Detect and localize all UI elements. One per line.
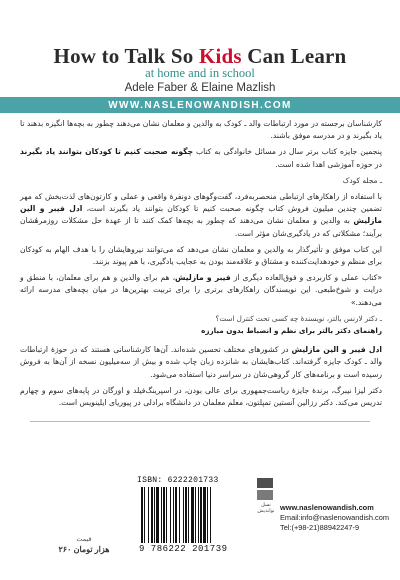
- publisher-site: www.naslenowandish.com: [280, 503, 374, 512]
- publisher-phone: Tel:(+98-21)88942247-9: [280, 523, 360, 532]
- bold-title: چگونه صحبت کنیم تا کودکان بتوانند یاد بگیرند: [20, 147, 194, 157]
- paragraph: کارشناسان برجسته در مورد ارتباطات والد ـ کودک به والدین و معلمان نشان می‌دهند چطور به بچه‌ها انگیزه بدهند تا یاد بگیرند و در مدرسه موفق باشند.: [20, 119, 382, 141]
- price-label: قیمت: [76, 536, 92, 543]
- paragraph: این کتاب موفق و تأثیرگذار به والدین و معلمان نشان می‌دهد که می‌توانند نیروهایشان را با هدف الهام به کودکان برای منظم و خودهدایت‌کننده و مشتاق و علاقه‌مند بودن به عجایب یادگیری، با هم پیوند بزنند.: [20, 244, 382, 267]
- description-text: [20, 118, 382, 413]
- bold-authors: ادل فیبر و الین مازلیش: [291, 345, 382, 355]
- divider: [30, 421, 370, 422]
- price-block: [44, 535, 124, 554]
- title-part: How to Talk So: [53, 44, 199, 68]
- barcode-digits: 9 786222 201739: [139, 544, 228, 554]
- isbn-barcode: [137, 476, 255, 564]
- barcode-icon: [141, 487, 251, 543]
- contact-block: [280, 503, 390, 533]
- quote-source: ـ دکتر لارنس بالتر، نویسندهٔ چه کسی تحت کنترل است؟ راهنمای دکتر بالتر برای نظم و انضباط بدون مبارزه: [201, 313, 382, 336]
- bold-authors: ادل فیبر و الین مازلیش: [20, 204, 382, 226]
- paragraph: پنجمین جایزه کتاب برتر سال در مسائل خانوادگی به کتاب چگونه صحبت کنیم تا کودکان بتوانند یاد بگیرند در حوزه آموزشی اهدا شده است.: [20, 147, 382, 169]
- quote-source: ـ مجله کودک: [342, 175, 382, 185]
- publisher-email: Email:info@naslenowandish.com: [280, 513, 389, 522]
- publisher-name: نسل نواندیش: [257, 502, 275, 514]
- isbn-label: ISBN: 6222201733: [137, 476, 219, 485]
- title-kids-word: Kids: [198, 44, 242, 68]
- price-amount: ۲۶۰ هزار تومان: [58, 545, 110, 554]
- publisher-logo-icon: [257, 478, 273, 500]
- paragraph: «کتاب عملی و کاربردی و فوق‌العاده دیگری از فیبر و مازلیش، هم برای والدین و هم برای معلمان، با منطق و درایت و شوخ‌طبعی. این نویسندگان راهکارهای برتری را برای تربیت بهترین‌ها در میان بچه‌های مدرسه ارائه می‌دهند.»: [20, 273, 382, 307]
- bold-authors: فیبر و مازلیش: [175, 273, 231, 283]
- title-part: Can Learn: [241, 44, 347, 68]
- paragraph: ادل فیبر و الین مازلیش در کشورهای مختلف تحسین شده‌اند. آن‌ها کارشناسانی هستند که در حوزهٔ ارتباطات والد ـ کودک جایزه گرفته‌اند. کتاب‌هایشان به شانزده زبان چاپ شده و بیش از سه‌میلیون نسخه از آن‌ها به فروش رسیده است و برنامه‌های کار گروهی‌شان در سراسر دنیا استفاده می‌شود.: [20, 345, 382, 379]
- paragraph: دکتر لیزا نیبرگ، برندهٔ جایزهٔ ریاست‌جمهوری برای عالی بودن، در اسپرینگ‌فیلد و اورگان در پایه‌های سوم و چهارم تدریس می‌کند. دکتر رزالین آنستین تمپلتون، معلم معلمان در دانشگاه برادلی در پیوریای ایلینویس است.: [20, 385, 382, 408]
- website-band: [0, 97, 400, 113]
- authors-line: Adele Faber & Elaine Mazlish: [124, 82, 276, 94]
- book-subtitle: at home and in school: [145, 66, 255, 80]
- website-text: WWW.NASLENOWANDISH.COM: [108, 99, 292, 111]
- paragraph: با استفاده از راهکارهای ارتباطی منحصربه‌فرد، گفت‌وگوهای دونفرهٔ واقعی و عملی و کارتون‌های لذت‌بخش که مهر تضمین چندین میلیون فروش کتاب چگونه صحبت کنیم تا کودکان بتوانند یاد بگیرند است، ادل فیبر و الین مازلیش به والدین و معلمان نشان می‌دهند که چطور به بچه‌ها کمک کنند تا از عهدهٔ حل مشکلات روزمرهٔشان برآیند؛ مشکلاتی که در یادگیری‌شان مؤثر است.: [20, 192, 383, 238]
